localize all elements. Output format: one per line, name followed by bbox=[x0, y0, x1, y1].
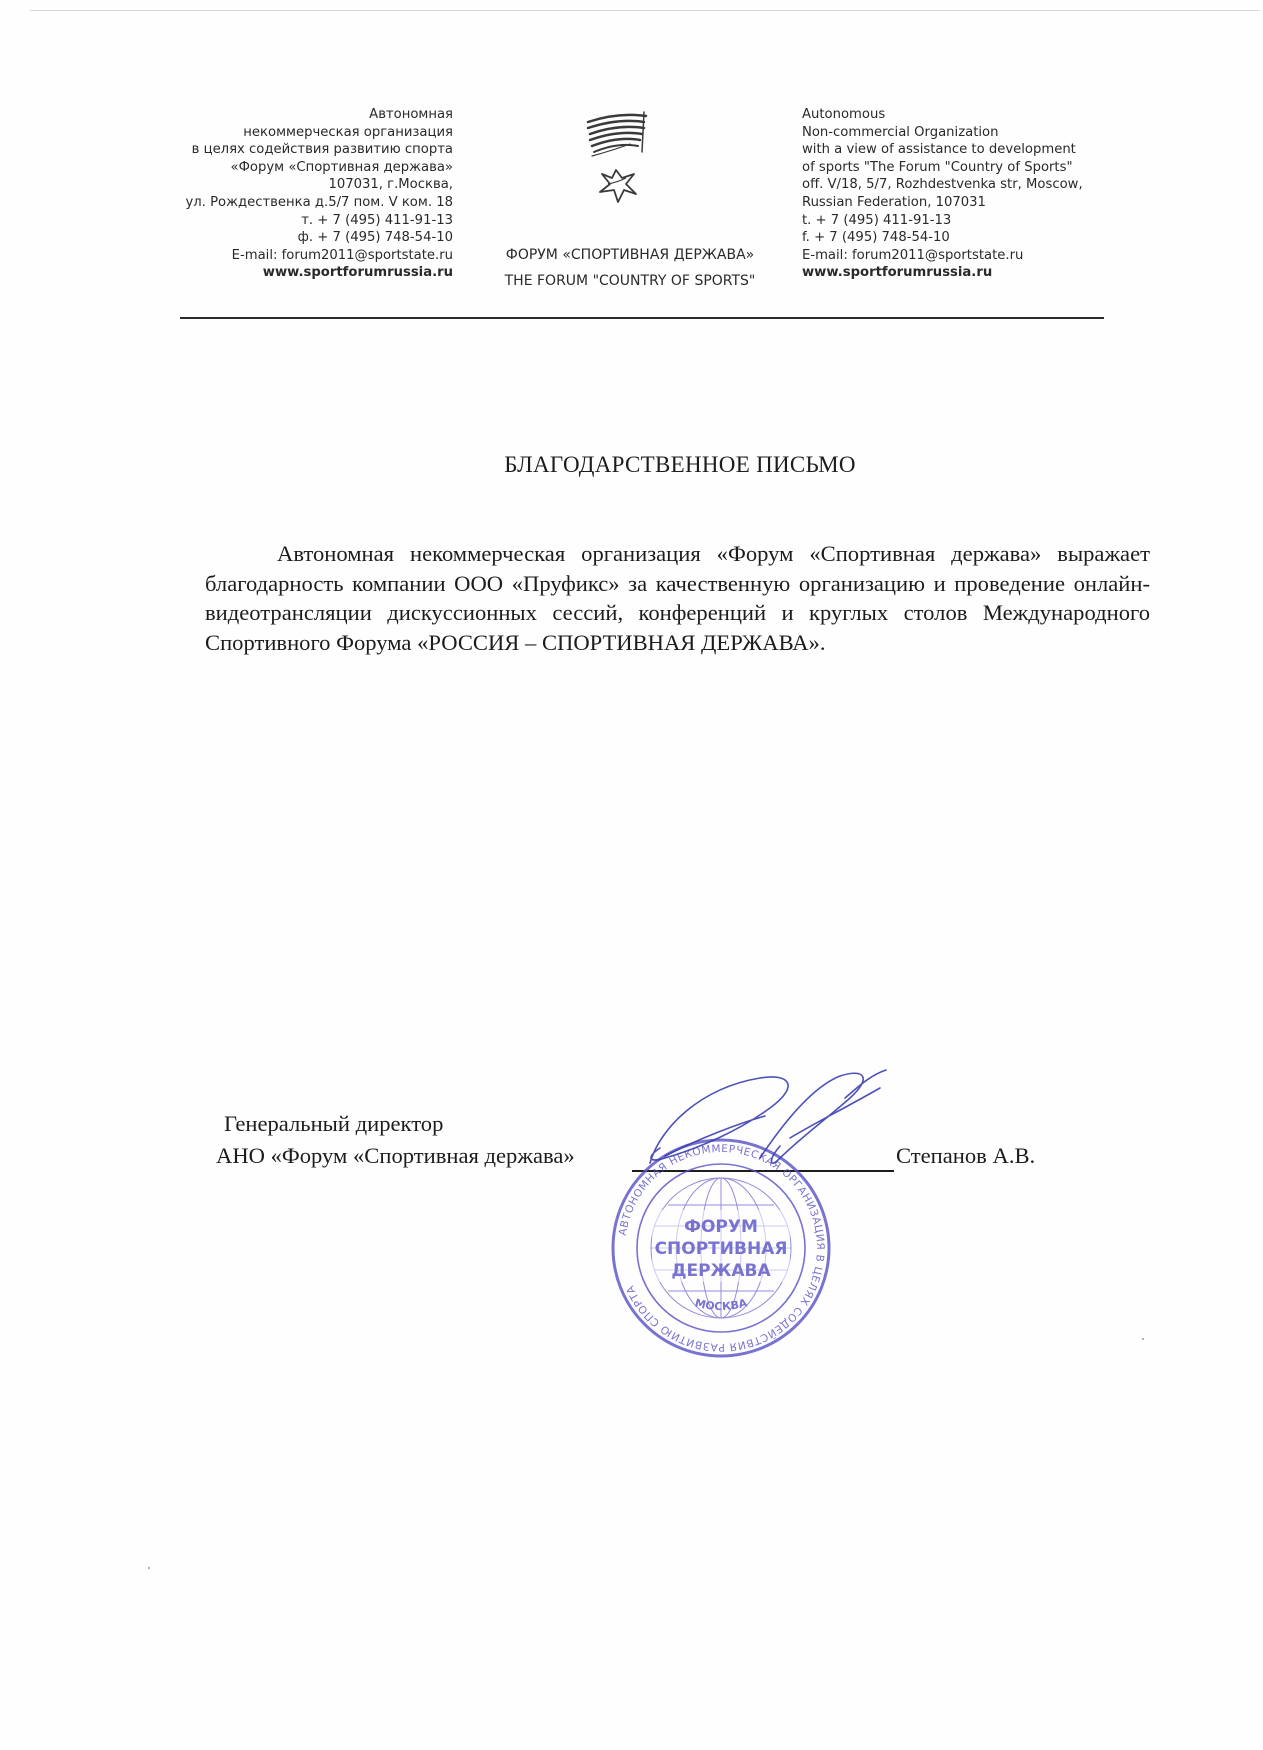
logo-caption bbox=[470, 242, 790, 294]
header-right-block bbox=[802, 106, 1132, 282]
header-right-website: www.sportforumrussia.ru bbox=[802, 265, 993, 281]
header-left-line: «Форум «Спортивная держава» bbox=[230, 159, 453, 175]
letter-title: БЛАГОДАРСТВЕННОЕ ПИСЬМО bbox=[504, 452, 856, 477]
stamp-line: ДЕРЖАВА bbox=[671, 1261, 771, 1281]
header-right-line: off. V/18, 5/7, Rozhdestvenka str, Moscow, bbox=[802, 177, 1083, 193]
scan-edge bbox=[30, 10, 1260, 11]
header-left-website: www.sportforumrussia.ru bbox=[262, 265, 453, 281]
stamp-line: ФОРУМ bbox=[684, 1217, 758, 1237]
header-left-line: ф. + 7 (495) 748-54-10 bbox=[297, 230, 453, 246]
header-left-line: ул. Рождественка д.5/7 пом. V ком. 18 bbox=[185, 194, 453, 210]
signer-organization: АНО «Форум «Спортивная держава» bbox=[216, 1143, 575, 1168]
signer-position: Генеральный директор bbox=[224, 1111, 444, 1136]
header-divider bbox=[180, 317, 1104, 319]
forum-logo-icon bbox=[578, 108, 668, 226]
header-left-block bbox=[150, 106, 453, 282]
signer-name: Степанов А.В. bbox=[896, 1143, 1036, 1168]
logo-caption-en: THE FORUM "COUNTRY OF SPORTS" bbox=[504, 273, 756, 289]
header-right-line: Russian Federation, 107031 bbox=[802, 194, 986, 210]
header-left-line: в целях содействия развитию спорта bbox=[191, 142, 453, 158]
header-right-line: with a view of assistance to development bbox=[802, 142, 1076, 158]
header-left-line: т. + 7 (495) 411-91-13 bbox=[301, 212, 453, 228]
stamp-line: СПОРТИВНАЯ bbox=[654, 1239, 788, 1259]
header-right-line: of sports "The Forum "Country of Sports" bbox=[802, 159, 1073, 175]
header-right-line: f. + 7 (495) 748-54-10 bbox=[802, 230, 950, 246]
stamp-ring-text: АВТОНОМНАЯ НЕКОММЕРЧЕСКАЯ ОРГАНИЗАЦИЯ В ЦЕЛЯХ СОДЕЙСТВИЯ РАЗВИТИЮ СПОРТА bbox=[616, 1142, 827, 1354]
handwritten-signature bbox=[640, 1068, 900, 1188]
header-left-line: Автономная bbox=[369, 107, 453, 122]
scan-speck bbox=[1142, 1338, 1144, 1340]
letter-body: Автономная некоммерческая организация «Форум «Спортивная держава» выражает благодарность компании ООО «Пруфикс» за качественную организацию и проведение онлайн-видеотрансляции дискуссионных сессий, конференций и круглых столов Международного Спортивного Форума «РОССИЯ – СПОРТИВНАЯ ДЕРЖАВА». bbox=[205, 541, 1150, 655]
scan-speck bbox=[148, 1567, 150, 1569]
header-left-line: 107031, г.Москва, bbox=[328, 177, 453, 193]
header-right-line: E-mail: forum2011@sportstate.ru bbox=[802, 247, 1024, 263]
header-right-line: Autonomous bbox=[802, 107, 886, 122]
logo-caption-ru: ФОРУМ «СПОРТИВНАЯ ДЕРЖАВА» bbox=[505, 247, 755, 263]
header-left-line: некоммерческая организация bbox=[243, 124, 453, 140]
header-right-line: t. + 7 (495) 411-91-13 bbox=[802, 212, 952, 228]
stamp-city: МОСКВА bbox=[693, 1296, 749, 1314]
header-left-line: E-mail: forum2011@sportstate.ru bbox=[231, 247, 453, 263]
header-right-line: Non-commercial Organization bbox=[802, 124, 999, 140]
